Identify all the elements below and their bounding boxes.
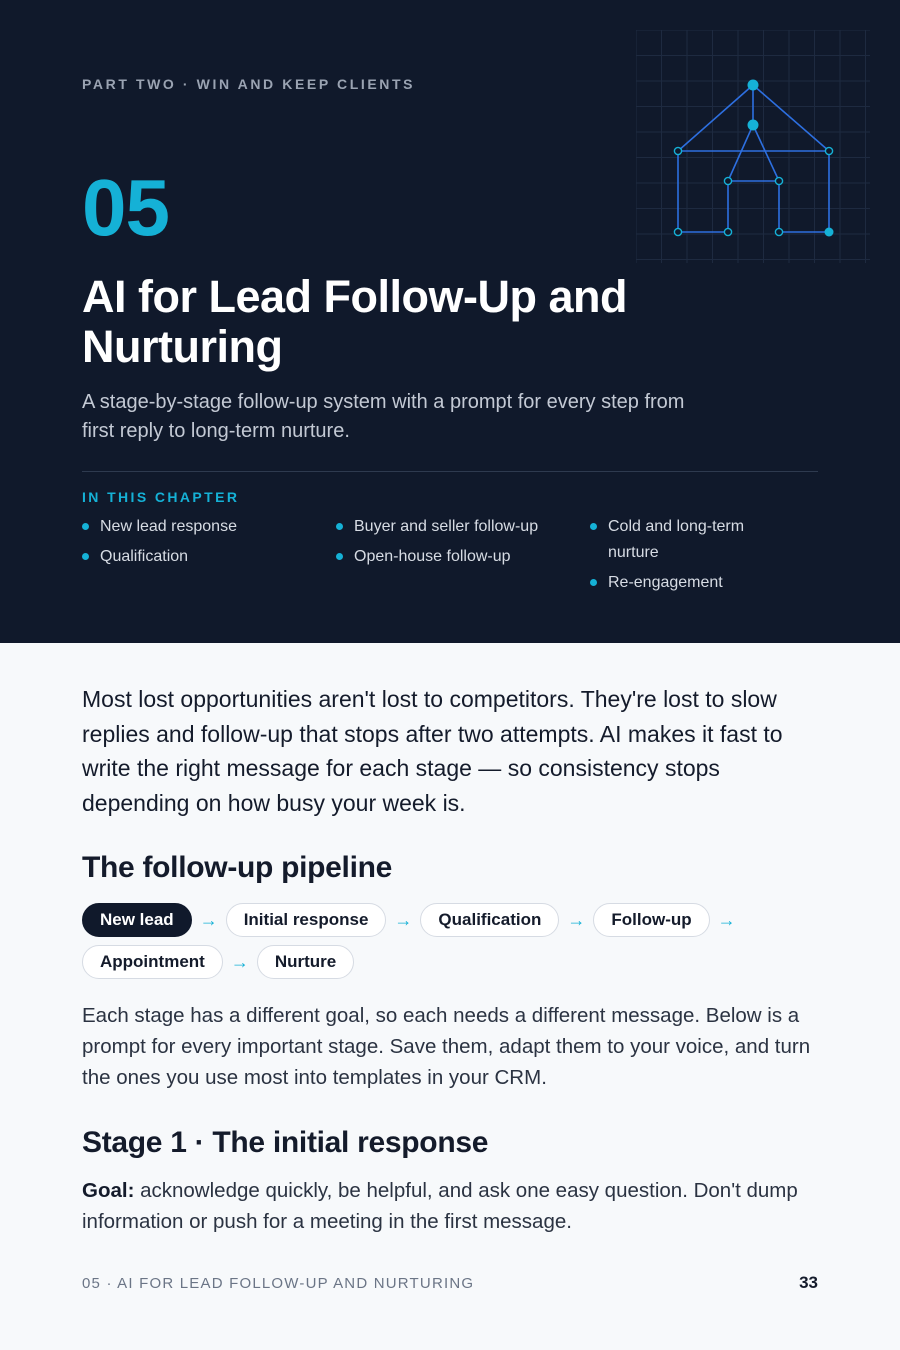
bullet-icon xyxy=(336,523,343,530)
page-number: 33 xyxy=(799,1273,818,1292)
pipeline-stage-nurture: Nurture xyxy=(257,945,354,979)
goal-text: acknowledge quickly, be helpful, and ask one easy question. Don't dump information or push for a meeting in the first message. xyxy=(82,1179,798,1233)
chapter-number: 05 xyxy=(82,163,169,252)
arrow-right-icon: → xyxy=(394,909,413,930)
bullet-icon xyxy=(82,553,89,560)
part-label: PART TWO · WIN AND KEEP CLIENTS xyxy=(82,76,416,92)
goal-label: Goal: xyxy=(82,1179,135,1202)
bullet-icon xyxy=(590,579,597,586)
chapter-topics-column-3 xyxy=(590,514,790,600)
chapter-topic xyxy=(336,544,576,570)
chapter-topic-label: Qualification xyxy=(100,548,189,565)
pipeline-stage-appointment: Appointment xyxy=(82,945,223,979)
arrow-right-icon: → xyxy=(199,909,218,930)
arrow-right-icon: → xyxy=(717,909,736,930)
chapter-topic xyxy=(82,514,322,540)
chapter-topics-column-2 xyxy=(336,514,576,574)
chapter-topic-label: New lead response xyxy=(100,518,237,535)
chapter-topic xyxy=(590,570,790,596)
chapter-subtitle: A stage-by-stage follow-up system with a prompt for every step from first reply to long-term nurture. xyxy=(82,391,685,442)
pipeline-stage-new-lead: New lead xyxy=(82,903,192,937)
chapter-title: AI for Lead Follow-Up and Nurturing xyxy=(82,271,627,372)
pipeline-heading: The follow-up pipeline xyxy=(82,851,393,884)
in-this-chapter-heading: IN THIS CHAPTER xyxy=(82,489,240,505)
pipeline-stage-follow-up: Follow-up xyxy=(593,903,709,937)
chapter-topic-label: Re-engagement xyxy=(608,574,723,591)
arrow-right-icon: → xyxy=(567,909,586,930)
stages-paragraph: Each stage has a different goal, so each needs a different message. Below is a prompt for every important stage. Save them, adapt them to your voice, and turn the ones you use most into templates in your CRM. xyxy=(82,1004,811,1089)
house-network-icon xyxy=(636,30,870,263)
pipeline-stage-qualification: Qualification xyxy=(420,903,559,937)
bullet-icon xyxy=(82,523,89,530)
goal-paragraph xyxy=(82,1175,822,1237)
bullet-icon xyxy=(336,553,343,560)
chapter-hero xyxy=(0,0,900,643)
pipeline-stage-initial-response: Initial response xyxy=(226,903,387,937)
chapter-topic xyxy=(336,514,576,540)
bullet-icon xyxy=(590,523,597,530)
chapter-topic-label: Open-house follow-up xyxy=(354,548,511,565)
chapter-topic-label: Buyer and seller follow-up xyxy=(354,518,539,535)
chapter-topic xyxy=(590,514,790,566)
divider xyxy=(82,471,818,472)
intro-paragraph: Most lost opportunities aren't lost to competitors. They're lost to slow replies and follow-up that stops after two attempts. AI makes it fast to write the right message for each stage — so consistency stops depending on how busy your week is. xyxy=(82,686,783,816)
pipeline-flow xyxy=(82,903,822,979)
chapter-topic xyxy=(82,544,322,570)
stage-1-heading: Stage 1 · The initial response xyxy=(82,1126,489,1159)
running-head: 05 · AI FOR LEAD FOLLOW-UP AND NURTURING xyxy=(82,1275,475,1292)
chapter-topic-label: Cold and long-term nurture xyxy=(608,518,745,561)
arrow-right-icon: → xyxy=(230,951,249,972)
chapter-topics-column-1 xyxy=(82,514,322,574)
